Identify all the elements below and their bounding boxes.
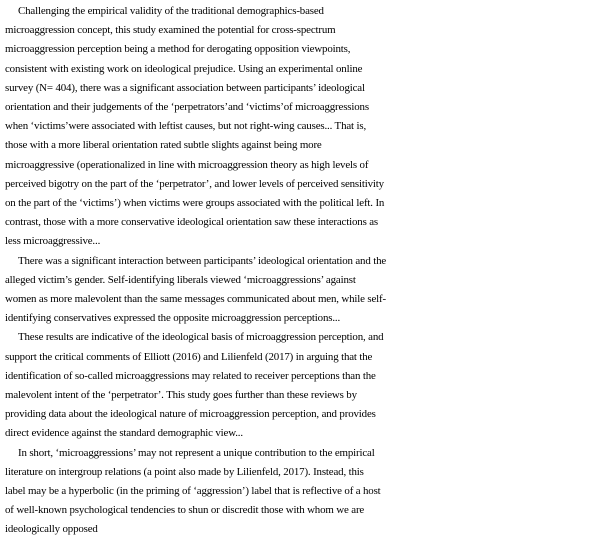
paragraph-2 — [5, 252, 597, 329]
text-line: when ‘victims’were associated with leftist causes, but not right-wing causes... That is, — [5, 120, 367, 133]
text-line: those with a more liberal orientation rated subtle slights against being more — [5, 139, 322, 152]
text-line: There was a significant interaction between participants’ ideological orientation and the — [18, 254, 387, 267]
text-line: microaggressive (operationalized in line with microaggression theory as high levels of — [5, 158, 369, 171]
text-line: Challenging the empirical validity of the traditional demographics-based — [18, 5, 324, 17]
text-line: orientation and their judgements of the ‘perpetrators’and ‘victims’of microaggressions — [5, 101, 369, 114]
text-line: contrast, those with a more conservative ideological orientation saw these interactions as — [5, 216, 378, 229]
text-line: survey (N= 404), there was a significant association between participants’ ideological — [5, 81, 365, 94]
text-line: perceived bigotry on the part of the ‘perpetrator’, and lower levels of perceived sensitivity — [5, 177, 384, 190]
text-line: literature on intergroup relations (a point also made by Lilienfeld, 2017). Instead, this — [5, 465, 364, 478]
text-line: of well-known psychological tendencies to shun or discredit those with whom we are — [5, 504, 365, 517]
text-line: These results are indicative of the ideological basis of microaggression perception, and — [18, 331, 384, 344]
text-line: providing data about the ideological nature of microaggression perception, and provides — [5, 408, 376, 421]
text-line: less microaggressive... — [5, 235, 101, 248]
text-line: women as more malevolent than the same messages communicated about men, while self- — [5, 293, 387, 306]
text-line: label may be a hyperbolic (in the priming of ‘aggression’) label that is reflective of a host — [5, 485, 381, 498]
text-line: consistent with existing work on ideological prejudice. Using an experimental online — [5, 62, 363, 75]
text-line: microaggression perception being a method for derogating opposition viewpoints, — [5, 43, 351, 56]
text-line: alleged victim’s gender. Self-identifying liberals viewed ‘microaggressions’ against — [5, 273, 356, 286]
document-body — [5, 2, 597, 540]
paragraph-3 — [5, 328, 597, 443]
paragraph-1 — [5, 2, 597, 252]
text-line: identifying conservatives expressed the opposite microaggression perceptions... — [5, 312, 341, 325]
text-line: identification of so-called microaggressions may related to receiver perceptions than the — [5, 369, 376, 382]
text-line: support the critical comments of Elliott (2016) and Lilienfeld (2017) in arguing that the — [5, 350, 373, 363]
text-line: on the part of the ‘victims’) when victims were groups associated with the political left. In — [5, 197, 385, 210]
text-line: malevolent intent of the ‘perpetrator’. This study goes further than these reviews by — [5, 389, 357, 402]
text-line: ideologically opposed — [5, 523, 98, 536]
text-line: microaggression concept, this study examined the potential for cross-spectrum — [5, 24, 336, 37]
text-line: In short, ‘microaggressions’ may not represent a unique contribution to the empirical — [18, 446, 375, 459]
text-line: direct evidence against the standard demographic view... — [5, 427, 243, 440]
paragraph-4 — [5, 444, 597, 540]
